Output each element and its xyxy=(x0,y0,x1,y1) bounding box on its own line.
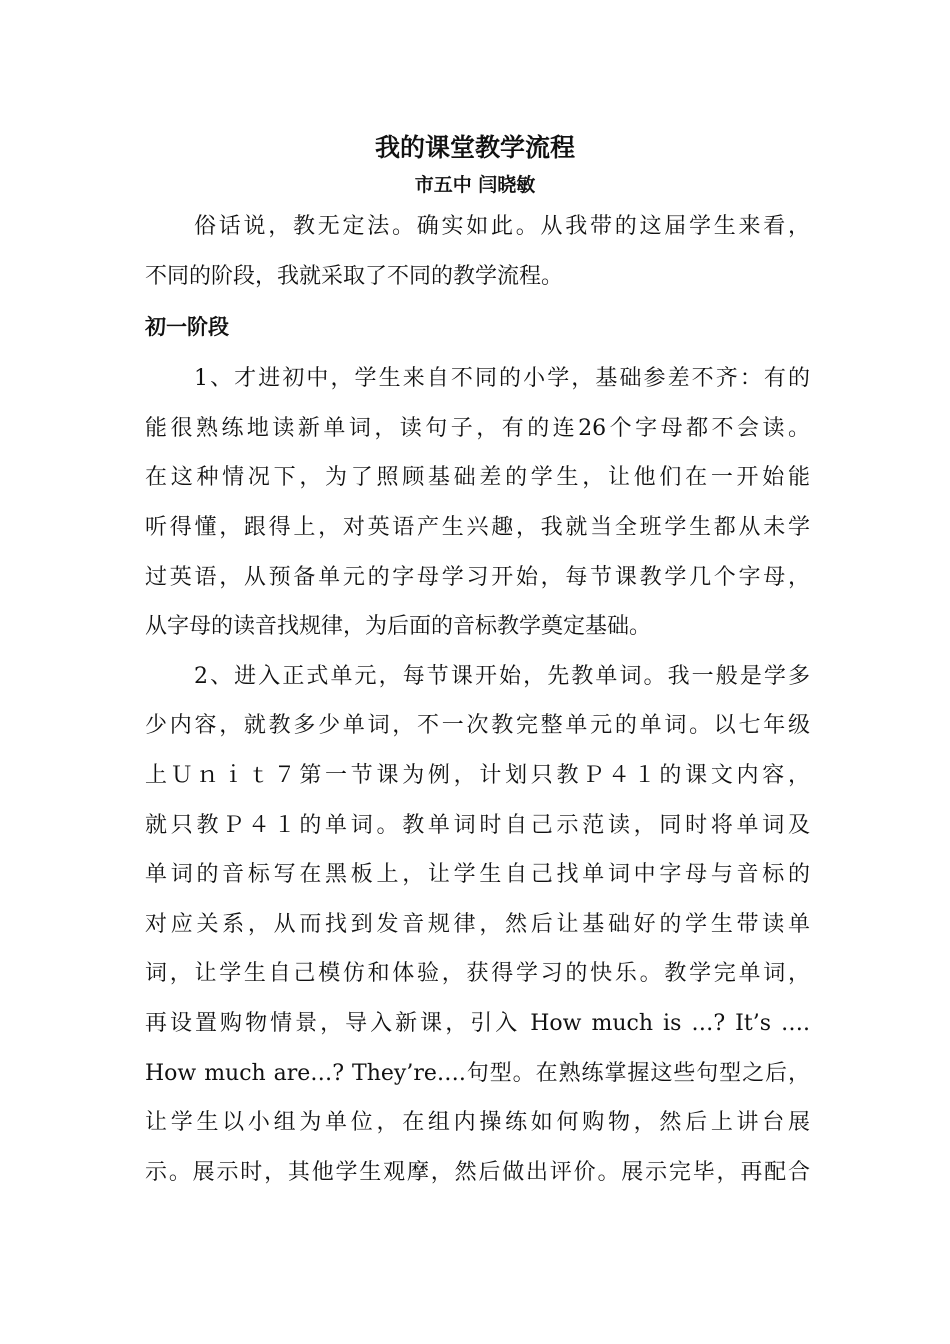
text-line: 能很熟练地读新单词，读句子，有的连26个字母都不会读。 xyxy=(145,415,810,441)
text-line: How much are…? They’re….句型。在熟练掌握这些句型之后， xyxy=(145,1060,810,1086)
paragraph-2 xyxy=(145,652,810,1198)
text-line: 让学生以小组为单位，在组内操练如何购物，然后上讲台展 xyxy=(145,1110,810,1136)
text-line: 过英语，从预备单元的字母学习开始，每节课教学几个字母， xyxy=(145,564,810,590)
text-line: 再设置购物情景，导入新课，引入 How much is …? It’s …. xyxy=(145,1010,810,1036)
text-line: 就只教Ｐ４１的单词。教单词时自己示范读，同时将单词及 xyxy=(145,812,810,838)
text-line: 对应关系，从而找到发音规律，然后让基础好的学生带读单 xyxy=(145,911,810,937)
text-line: 词，让学生自己模仿和体验，获得学习的快乐。教学完单词， xyxy=(145,961,810,987)
text-line: 从字母的读音找规律，为后面的音标教学奠定基础。 xyxy=(145,614,652,640)
text-line: 俗话说，教无定法。确实如此。从我带的这届学生来看， xyxy=(194,214,810,239)
text-line: 2、进入正式单元，每节课开始，先教单词。我一般是学多 xyxy=(194,663,810,689)
text-line: 听得懂，跟得上，对英语产生兴趣，我就当全班学生都从未学 xyxy=(145,514,810,540)
text-line: 不同的阶段，我就采取了不同的教学流程。 xyxy=(145,263,564,289)
paragraph-1 xyxy=(145,354,810,652)
text-line: 示。展示时，其他学生观摩，然后做出评价。展示完毕，再配合 xyxy=(145,1159,810,1185)
document-title: 我的课堂教学流程 xyxy=(374,133,575,162)
text-line: 少内容，就教多少单词，不一次教完整单元的单词。以七年级 xyxy=(145,713,810,739)
section-heading: 初一阶段 xyxy=(145,315,229,340)
text-line: 1、才进初中，学生来自不同的小学，基础参差不齐：有的 xyxy=(194,366,810,392)
text-line: 在这种情况下，为了照顾基础差的学生，让他们在一开始能 xyxy=(145,465,810,491)
document-body xyxy=(145,202,810,1197)
author-line: 市五中 闫晓敏 xyxy=(414,174,536,196)
text-line: 单词的音标写在黑板上，让学生自己找单词中字母与音标的 xyxy=(145,862,810,888)
text-line: 上Ｕｎｉｔ７第一节课为例，计划只教Ｐ４１的课文内容， xyxy=(145,762,810,788)
intro-paragraph xyxy=(145,202,810,301)
